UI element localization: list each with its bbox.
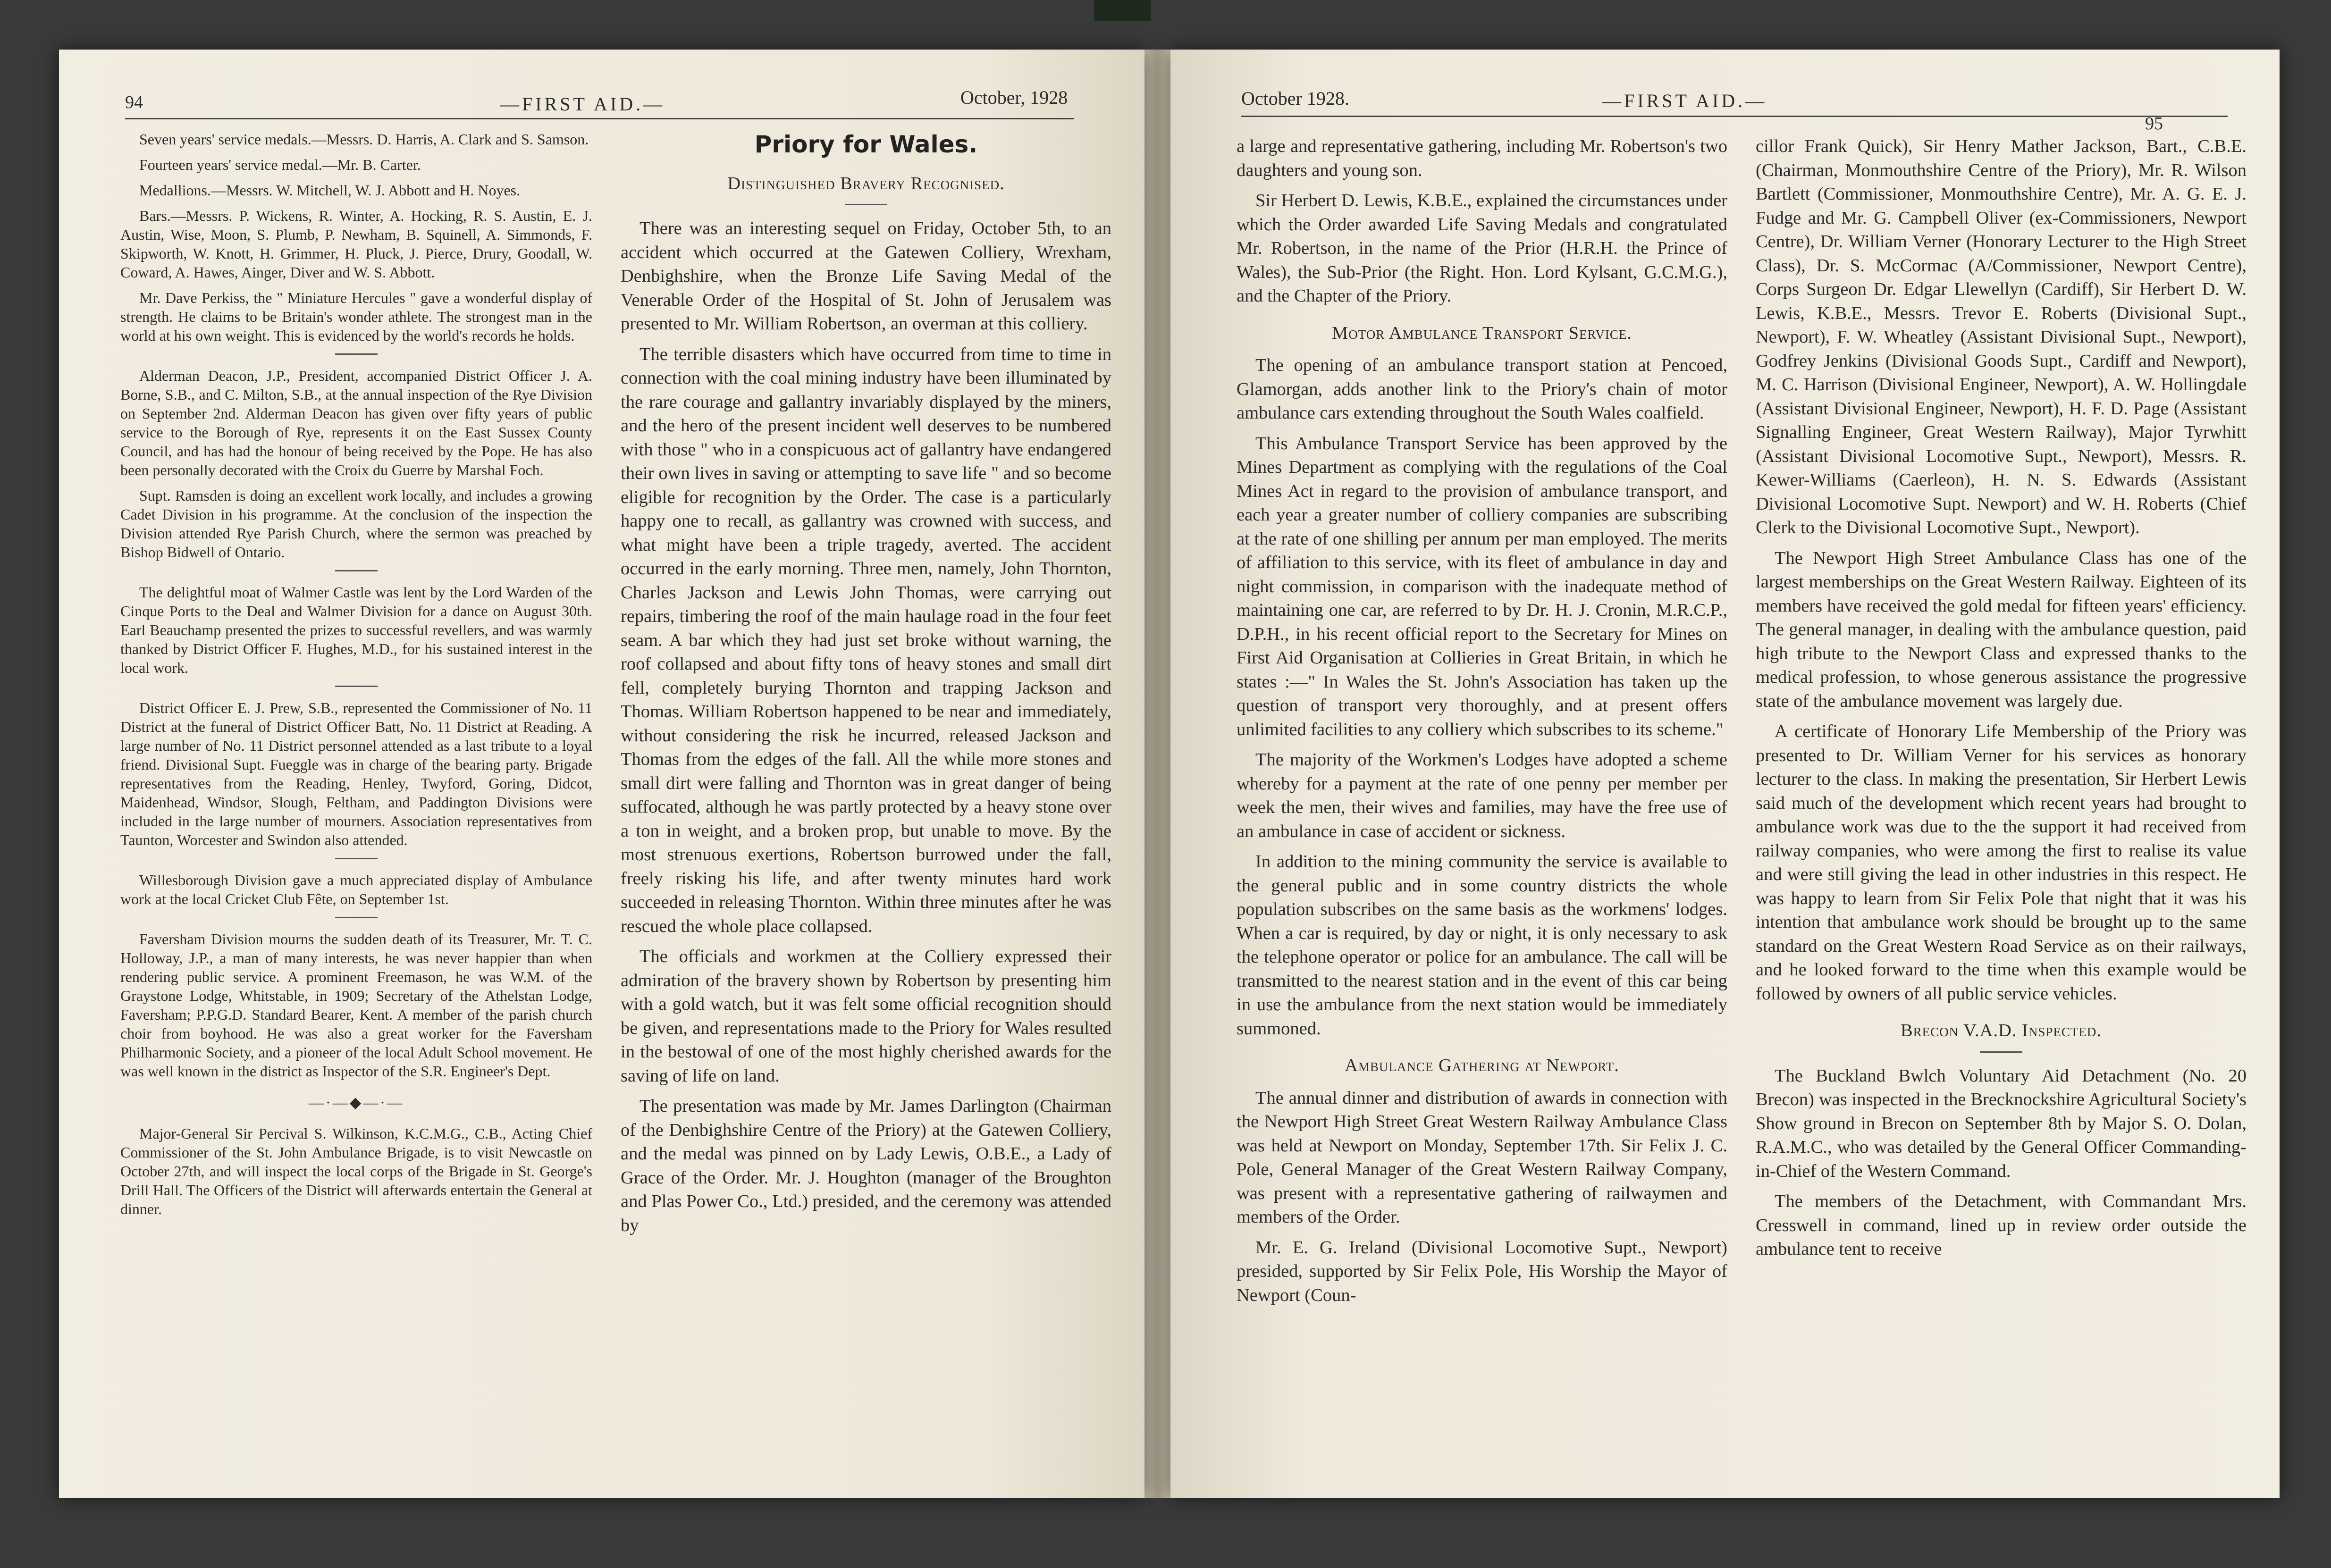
section-heading: Ambulance Gathering at Newport. — [1345, 1056, 1619, 1075]
paragraph: The officials and workmen at the Colliery expressed their admiration of the bravery shown by Robertson by presenting him with a gold watch, but it was felt some official recognition should be given, and representations made to the Priory for Wales resulted in the bestowal of one of the most highly cherished awards for the saving of life on land. — [621, 947, 1111, 1086]
paragraph: a large and representative gathering, including Mr. Robertson's two daughters and young son. — [1237, 136, 1727, 180]
paragraph: Bars.—Messrs. P. Wickens, R. Winter, A. Hocking, R. S. Austin, E. J. Austin, Wise, Moon, S. Plumb, P. Newham, B. Squinell, A. Simmonds, F. Skipworth, W. Knott, H. Grimmer, H. Pluck, J. Pierce, Drury, Goodall, W. Coward, A. Hawes, Ainger, Diver and W. S. Abbott. — [120, 207, 592, 281]
paragraph: The members of the Detachment, with Commandant Mrs. Cresswell in command, lined up in review order outside the ambulance tent to receive — [1756, 1191, 2247, 1259]
paragraph: Seven years' service medals.—Messrs. D. Harris, A. Clark and S. Samson. — [139, 131, 589, 148]
paragraph: The opening of an ambulance transport station at Pencoed, Glamorgan, adds another link to the Priory's chain of motor ambulance cars extending throughout the South Wales coalfield. — [1237, 355, 1727, 423]
header-rule — [1241, 116, 2228, 117]
paragraph: Medallions.—Messrs. W. Mitchell, W. J. Abbott and H. Noyes. — [139, 182, 521, 199]
paragraph: The presentation was made by Mr. James Darlington (Chairman of the Denbighshire Centre of the Priory) at the Gatewen Colliery, and the medal was pinned on by Lady Lewis, O.B.E., a Lady of Grace of the Order. Mr. J. Houghton (manager of the Broughton and Plas Power Co., Ltd.) presided, and the ceremony was attended by — [621, 1096, 1111, 1235]
book-gutter — [1144, 50, 1170, 1498]
section-heading: Brecon V.A.D. Inspected. — [1900, 1021, 2102, 1040]
paragraph: Faversham Division mourns the sudden death of its Treasurer, Mr. T. C. Holloway, J.P., a man of many interests, he was never happier than when rendering public service. A prominent Freemason, he was W.M. of the Graystone Lodge, Whitstable, in 1909; Secretary of the Athelstan Lodge, Faversham; P.P.G.D. Standard Bearer, Kent. A member of the parish church choir from boyhood. He was also a great worker for the Faversham Philharmonic Society, and a pioneer of the local Adult School movement. He was well known in the district as Inspector of the S.R. Engineer's Dept. — [120, 931, 592, 1080]
right-page — [1170, 50, 2280, 1498]
paragraph: There was an interesting sequel on Friday, October 5th, to an accident which occurred at the Gatewen Colliery, Wrexham, Denbighshire, when the Bronze Life Saving Medal of the Venerable Order of the Hospital of St. John of Jerusalem was presented to Mr. William Robertson, an overman at this colliery. — [621, 218, 1111, 334]
paragraph: The annual dinner and distribution of awards in connection with the Newport High Street Great Western Railway Ambulance Class was held at Newport on Monday, September 17th. Sir Felix J. C. Pole, General Manager of the Great Western Railway Company, was present with a representative gathering of railwaymen and members of the Order. — [1237, 1088, 1727, 1227]
paragraph: The majority of the Workmen's Lodges have adopted a scheme whereby for a payment at the rate of one penny per member per week the men, their wives and families, may have the free use of an ambulance in case of accident or sickness. — [1237, 750, 1727, 841]
paragraph: cillor Frank Quick), Sir Henry Mather Jackson, Bart., C.B.E. (Chairman, Monmouthshire Centre of the Priory), Mr. R. Wilson Bartlett (Commissioner, Monmouthshire Centre), Mr. A. G. E. J. Fudge and Mr. G. Campbell Oliver (ex-Commissioners, Newport Centre), Dr. William Verner (Honorary Lecturer to the High Street Class), Dr. S. McCormac (A/Commissioner, Newport Centre), Corps Surgeon Dr. Edgar Llewellyn (Cardiff), Sir Herbert D. W. Lewis, K.B.E., Messrs. Trevor E. Roberts (Divisional Supt., Newport), F. W. Wheatley (Assistant Divisional Supt., Newport), Godfrey Jenkins (Divisional Goods Supt., Cardiff and Newport), M. C. Harrison (Divisional Engineer, Newport), A. W. Hollingdale (Assistant Divisional Engineer, Newport), H. F. D. Page (Assistant Signalling Engineer, Great Western Railway), Major Tyrwhitt (Assistant Divisional Locomotive Supt., Newport), Messrs. R. Kewer-Williams (Caerleon), H. N. S. Edwards (Assistant Divisional Locomotive Supt. Newport) and W. H. Roberts (Chief Clerk to the Divisional Locomotive Supt., Newport). — [1756, 136, 2247, 537]
paragraph: This Ambulance Transport Service has been approved by the Mines Department as complying with the regulations of the Coal Mines Act in regard to the provision of ambulance transport, and each year a greater number of colliery companies are subscribing at the rate of one shilling per annum per man employed. The merits of affiliation to this service, with its fleet of ambulance in day and night commission, in comparison with the inadequate method of maintaining one car, are referred to by Dr. H. J. Cronin, M.R.C.P., D.P.H., in his recent official report to the Secretary for Mines on First Aid Organisation at Collieries in Great Britain, in which he states :—" In Wales the St. John's Association has taken up the question of transport very thoroughly, and at present offers unlimited facilities to any colliery which subscribes to its scheme." — [1237, 433, 1727, 739]
paragraph: Fourteen years' service medal.—Mr. B. Carter. — [139, 156, 421, 173]
paragraph: A certificate of Honorary Life Membership of the Priory was presented to Dr. William Verner for his services as honorary lecturer to the class. In making the presentation, Sir Herbert Lewis said much of the development which recent years had brought to ambulance work was due to the the support it had received from railway companies, who were among the first to realise its value and were still giving the lead in other industries in this respect. He was happy to learn from Sir Felix Pole that night that it was his intention that ambulance work should be brought up to the same standard on the Great Western Road Service as on their railways, and he looked forward to the time when this example would be followed by owners of all public service vehicles. — [1756, 721, 2247, 1004]
section-heading: Motor Ambulance Transport Service. — [1332, 323, 1632, 343]
paragraph: Alderman Deacon, J.P., President, accompanied District Officer J. A. Borne, S.B., and C. Milton, S.B., at the annual inspection of the Rye Division on September 2nd. Alderman Deacon has given over fifty years of public service to the Borough of Rye, represents it on the East Sussex County Council, and has had the honour of being received by the Pope. He has also been personally decorated with the Croix du Guerre by Marshal Foch. — [120, 367, 592, 478]
left-page — [59, 50, 1144, 1498]
binder-clip — [1094, 0, 1151, 21]
paragraph: The delightful moat of Walmer Castle was lent by the Lord Warden of the Cinque Ports to the Deal and Walmer Division for a dance on August 30th. Earl Beauchamp presented the prizes to successful revellers, and was warmly thanked by District Officer F. Hughes, M.D., for his sustained interest in the local work. — [120, 584, 592, 676]
issue-date: October, 1928 — [960, 87, 1068, 108]
paragraph: In addition to the mining community the service is available to the general public and in some country districts the whole population subscribes on the same basis as the workmens' lodges. When a car is required, by day or night, it is only necessary to ask the telephone operator or police for an ambulance. The call will be transmitted to the nearest station and in the event of this car being in use the ambulance from the next station would be immediately summoned. — [1237, 852, 1727, 1039]
paragraph: Sir Herbert D. Lewis, K.B.E., explained the circumstances under which the Order awarded Life Saving Medals and congratulated Mr. Robertson, in the name of the Prior (H.R.H. the Prince of Wales), the Sub-Prior (the Right. Hon. Lord Kylsant, G.C.M.G.), and the Chapter of the Priory. — [1237, 191, 1727, 306]
paragraph: The Newport High Street Ambulance Class has one of the largest memberships on the Great Western Railway. Eighteen of its members have received the gold medal for fifteen years' efficiency. The general manager, in dealing with the ambulance question, paid high tribute to the Newport Class and expressed thanks to the medical profession, to whose generous assistance the progressive state of the ambulance movement was largely due. — [1756, 548, 2247, 711]
paragraph: Major-General Sir Percival S. Wilkinson, K.C.M.G., C.B., Acting Chief Commissioner of the St. John Ambulance Brigade, is to visit Newcastle on October 27th, and will inspect the local corps of the Brigade in St. George's Drill Hall. The Officers of the District will afterwards entertain the General at dinner. — [120, 1125, 592, 1217]
page-number: 94 — [125, 92, 143, 112]
running-title: —FIRST AID.— — [500, 93, 665, 115]
issue-date: October 1928. — [1241, 88, 1349, 109]
separator-rule — [335, 353, 378, 355]
ornament-divider: —·—◆—·— — [309, 1094, 404, 1111]
separator-rule — [335, 686, 378, 687]
paragraph: Mr. Dave Perkiss, the " Miniature Hercules " gave a wonderful display of strength. He claims to be Britain's wonder athlete. The strongest man in the world at his own weight. This is evidenced by the world's records he holds. — [120, 289, 592, 344]
paragraph: Mr. E. G. Ireland (Divisional Locomotive Supt., Newport) presided, supported by Sir Felix Pole, His Worship the Mayor of Newport (Coun- — [1237, 1237, 1727, 1305]
page-number: 95 — [2145, 114, 2163, 134]
paragraph: The Buckland Bwlch Voluntary Aid Detachment (No. 20 Brecon) was inspected in the Brecknockshire Agricultural Society's Show ground in Brecon on September 8th by Major S. O. Dolan, R.A.M.C., who was detailed by the General Officer Commanding-in-Chief of the Western Command. — [1756, 1065, 2247, 1181]
separator-rule — [845, 204, 887, 205]
separator-rule — [335, 917, 378, 918]
separator-rule — [1980, 1051, 2022, 1053]
paragraph: Willesborough Division gave a much appreciated display of Ambulance work at the local Cricket Club Fête, on September 1st. — [120, 872, 592, 907]
separator-rule — [335, 570, 378, 571]
separator-rule — [335, 858, 378, 859]
left-column-1 — [120, 130, 592, 1225]
right-column-1 — [1237, 134, 1727, 1314]
paragraph: District Officer E. J. Prew, S.B., represented the Commissioner of No. 11 District at the funeral of District Officer Batt, No. 11 District at Reading. A large number of No. 11 District personnel attended as a last tribute to a loyal friend. Divisional Supt. Fueggle was in charge of the bearing party. Brigade representatives from the Reading, Henley, Twyford, Goring, Didcot, Maidenhead, Windsor, Slough, Feltham, and Paddington Divisions were included in the large number of mourners. Association representatives from Taunton, Worcester and Swindon also attended. — [120, 699, 592, 848]
paragraph: Supt. Ramsden is doing an excellent work locally, and includes a growing Cadet Division in his programme. At the conclusion of the inspection the Division attended Rye Parish Church, where the sermon was preached by Bishop Bidwell of Ontario. — [120, 487, 592, 561]
article-title: Priory for Wales. — [754, 131, 978, 158]
running-title: —FIRST AID.— — [1602, 90, 1767, 111]
right-column-2 — [1756, 134, 2247, 1268]
article-subtitle: Distinguished Bravery Recognised. — [727, 173, 1005, 193]
paragraph: The terrible disasters which have occurred from time to time in connection with the coal mining industry have been illuminated by the rare courage and gallantry invariably displayed by the miners, and the hero of the present incident well deserves to be numbered with those " who in a conspicuous act of gallantry have endangered their own lives in saving or attempting to save life " and so become eligible for recognition by the Order. The case is a particularly happy one to recall, as gallantry was crowned with success, and what might have been a triple tragedy, averted. The accident occurred in the early morning. Three men, namely, John Thornton, Charles Jackson and Lewis John Thomas, were carrying out repairs, timbering the roof of the main haulage road in the four feet seam. A bar which they had just set broke without warning, the roof collapsed and about fifty tons of heavy stones and small dirt fell, completely burying Thornton and trapping Jackson and Thomas. William Robertson happened to be near and immediately, without considering the risk he incurred, released Jackson and Thomas from the edges of the fall. All the while more stones and small dirt were falling and Thornton was in great danger of being suffocated, although he was partly protected by a heavy stone over a ton in weight, and a broken prop, but unable to move. By the most strenuous exertions, Robertson burrowed under the fall, freely risking his life, and after twenty minutes hard work succeeded in releasing Thornton. Within three minutes after he was rescued the whole place collapsed. — [621, 344, 1111, 936]
left-column-2 — [621, 130, 1111, 1244]
header-rule — [125, 118, 1074, 119]
